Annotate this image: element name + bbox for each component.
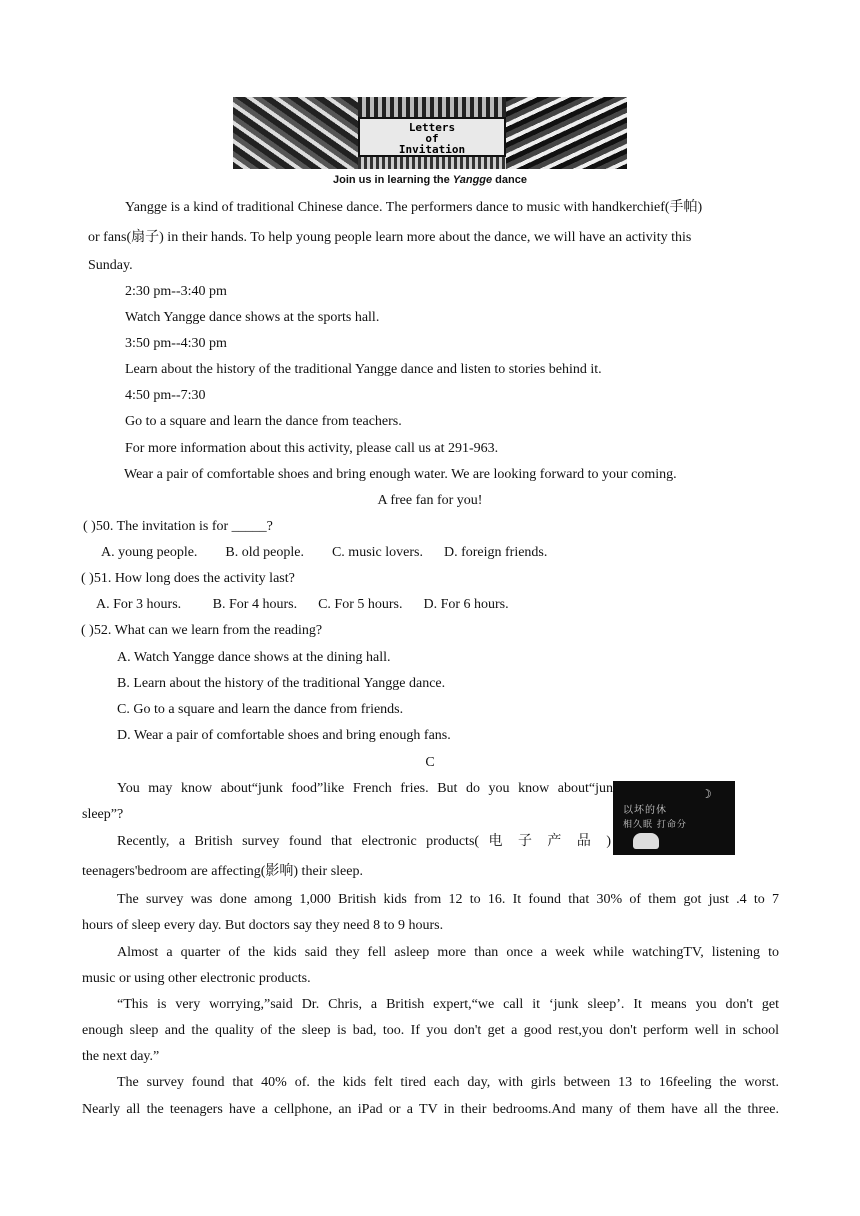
- question-50-options: A. young people. B. old people. C. music lovers. D. foreign friends.: [101, 545, 548, 560]
- article-line: music or using other electronic products.: [82, 971, 311, 986]
- article-line: the next day.”: [82, 1049, 160, 1064]
- schedule-activity: Watch Yangge dance shows at the sports hall.: [125, 310, 380, 325]
- banner-title-line2: of: [425, 132, 439, 145]
- banner-title-box: [358, 117, 506, 157]
- article-line: sleep”?: [82, 807, 124, 822]
- banner-title-line3: Invitation: [398, 143, 466, 156]
- question-52-option-a: A. Watch Yangge dance shows at the dining hall.: [117, 650, 391, 665]
- schedule-time: 2:30 pm--3:40 pm: [125, 284, 227, 299]
- photo-text: 以坏的休: [623, 805, 667, 816]
- caption-text: Join us in learning the: [333, 174, 453, 186]
- free-fan-line: A free fan for you!: [377, 493, 483, 508]
- article-line: “This is very worrying,”said Dr. Chris, a British expert,“we call it ‘junk sleep’. It means you don't get: [117, 997, 779, 1012]
- invitation-banner-image: [233, 97, 627, 169]
- schedule-activity: Go to a square and learn the dance from teachers.: [125, 414, 402, 429]
- article-line: Nearly all the teenagers have a cellphone, an iPad or a TV in their bedrooms.And many of them have all the three.: [82, 1102, 779, 1117]
- photo-text: 相久眠 打命分: [623, 820, 687, 830]
- banner-caption: [233, 174, 627, 186]
- article-line: teenagers'bedroom are affecting(影响) their sleep.: [82, 864, 363, 879]
- sleep-photo: [613, 781, 735, 855]
- banner-title-line1: Letters: [408, 121, 456, 134]
- contact-info: For more information about this activity, please call us at 291-963.: [125, 441, 499, 456]
- article-line: Recently, a British survey found that electronic products( 电 子 产 品 ): [117, 834, 611, 849]
- invitation-paragraph-line: Sunday.: [88, 258, 133, 273]
- caption-emphasis: Yangge: [452, 174, 493, 186]
- banner-top-strip: [358, 97, 506, 117]
- photo-object: [633, 833, 659, 849]
- question-50: ( )50. The invitation is for _____?: [83, 519, 273, 534]
- question-51: ( )51. How long does the activity last?: [81, 571, 295, 586]
- banner-bottom-strip: [358, 157, 506, 169]
- invitation-paragraph-line: Yangge is a kind of traditional Chinese dance. The performers dance to music with handkerchief(手帕): [125, 200, 703, 215]
- article-line: The survey was done among 1,000 British kids from 12 to 16. It found that 30% of them got just .4 to 7: [117, 892, 779, 907]
- question-52: ( )52. What can we learn from the reading?: [81, 623, 323, 638]
- invitation-note: Wear a pair of comfortable shoes and bring enough water. We are looking forward to your coming.: [124, 467, 677, 482]
- question-51-options: A. For 3 hours. B. For 4 hours. C. For 5 hours. D. For 6 hours.: [96, 597, 509, 612]
- question-52-option-b: B. Learn about the history of the traditional Yangge dance.: [117, 676, 446, 691]
- article-line: Almost a quarter of the kids said they fell asleep more than once a week while watchingTV, listening to: [117, 945, 779, 960]
- question-52-option-c: C. Go to a square and learn the dance from friends.: [117, 702, 404, 717]
- caption-text-end: dance: [492, 174, 527, 186]
- moon-icon: ☽: [701, 787, 712, 801]
- question-52-option-d: D. Wear a pair of comfortable shoes and bring enough fans.: [117, 728, 451, 743]
- banner-left-artwork: [233, 97, 358, 169]
- banner-right-artwork: [506, 97, 627, 169]
- article-line: You may know about“junk food”like French fries. But do you know about“jun: [117, 781, 613, 796]
- schedule-activity: Learn about the history of the traditional Yangge dance and listen to stories behind it.: [125, 362, 602, 377]
- section-label: C: [425, 755, 435, 770]
- article-line: enough sleep and the quality of the sleep is bad, too. If you don't get a good rest,you don't perform well in school: [82, 1023, 779, 1038]
- invitation-paragraph-line: or fans(扇子) in their hands. To help young people learn more about the dance, we will have an activity this: [88, 230, 692, 245]
- schedule-time: 3:50 pm--4:30 pm: [125, 336, 227, 351]
- article-line: hours of sleep every day. But doctors say they need 8 to 9 hours.: [82, 918, 444, 933]
- article-line: The survey found that 40% of. the kids felt tired each day, with girls between 13 to 16feeling the worst.: [117, 1075, 779, 1090]
- schedule-time: 4:50 pm--7:30: [125, 388, 206, 403]
